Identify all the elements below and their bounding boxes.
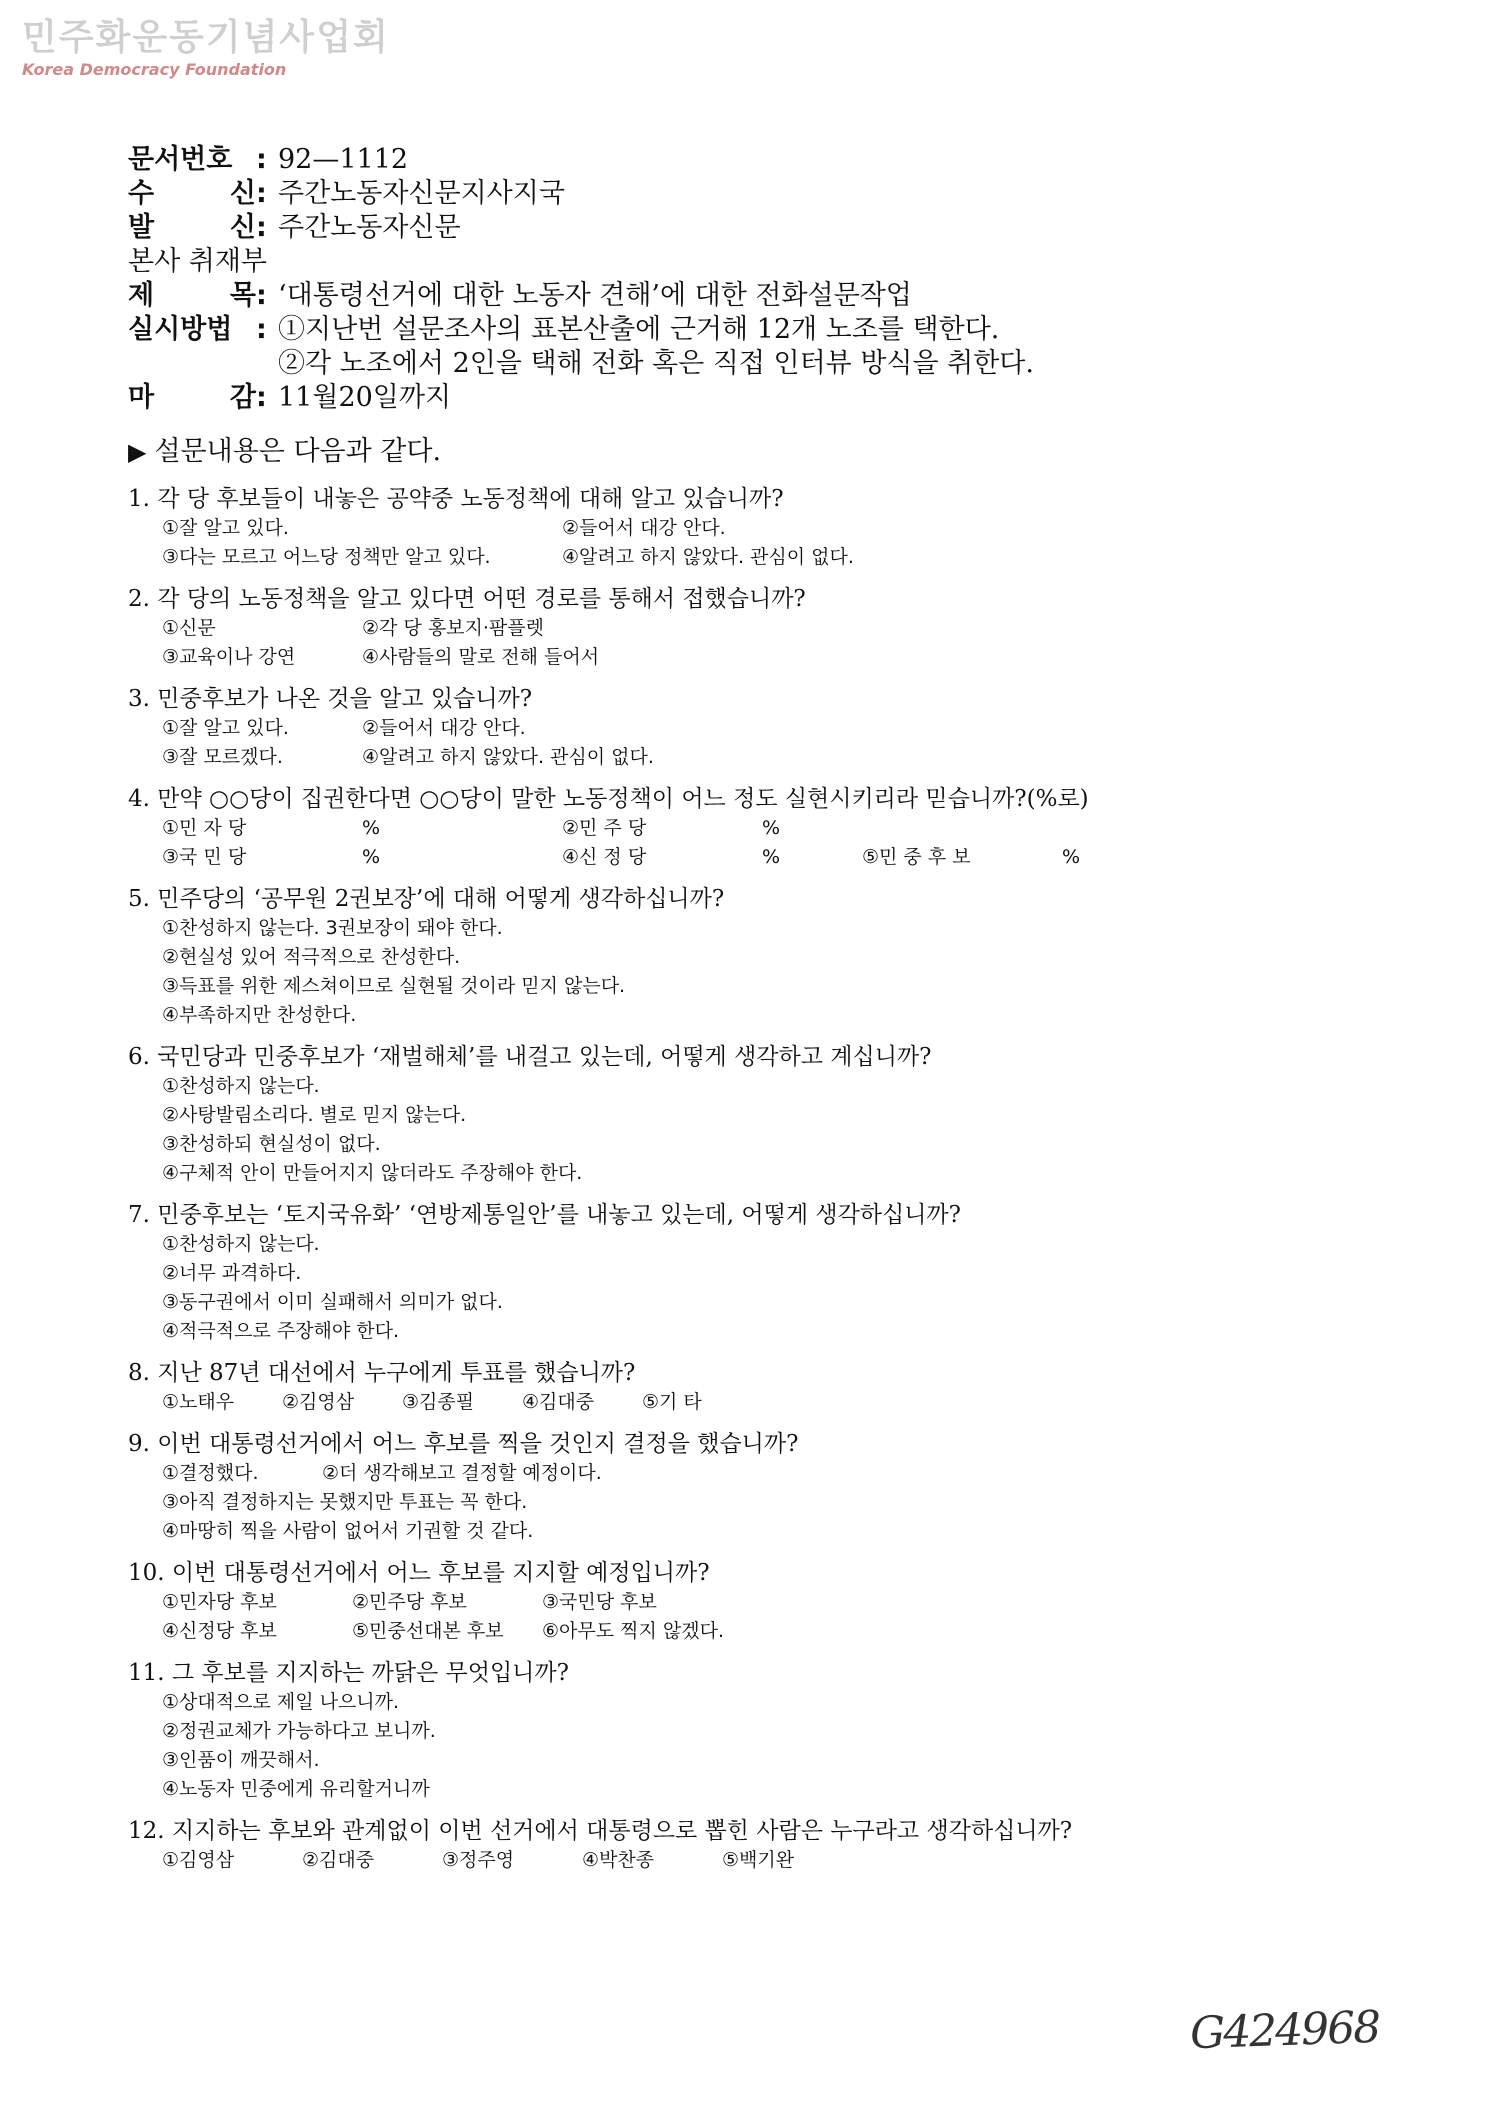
subject-row: 제 목 : ‘대통령선거에 대한 노동자 견해’에 대한 전화설문작업 <box>128 279 1368 313</box>
question-item <box>128 885 1378 1030</box>
answer-option: ③인품이 깨끗해서. <box>162 1749 320 1771</box>
answer-option: ②너무 과격하다. <box>162 1262 302 1284</box>
option-row <box>162 1775 1378 1804</box>
answer-option: ①잘 알고 있다. <box>162 517 289 539</box>
option-row <box>162 1130 1378 1159</box>
option-row <box>162 1488 1378 1517</box>
question-text: 7. 민중후보는 ‘토지국유화’ ‘연방제통일안’를 내놓고 있는데, 어떻게 생각하십니까? <box>128 1202 961 1228</box>
handwritten-signature: G424968 <box>1189 2001 1380 2060</box>
answer-option: ③아직 결정하지는 못했지만 투표는 꼭 한다. <box>162 1491 528 1513</box>
option-row <box>162 743 1378 772</box>
option-row <box>162 543 1378 572</box>
answer-options <box>128 1688 1378 1804</box>
recipient-label: 수 신 <box>128 178 256 209</box>
option-row <box>162 643 1378 672</box>
answer-option: ③국민당 후보 <box>542 1591 657 1613</box>
answer-option: ④신 정 당 <box>562 846 647 868</box>
answer-option: ②현실성 있어 적극적으로 찬성한다. <box>162 946 461 968</box>
answer-option: ②사탕발림소리다. 별로 믿지 않는다. <box>162 1104 467 1126</box>
option-row <box>162 943 1378 972</box>
answer-option: ①노태우 <box>162 1391 235 1413</box>
answer-option: % <box>762 846 781 868</box>
answer-option: ③김종필 <box>402 1391 475 1413</box>
doc-number: 92—1112 <box>278 144 409 175</box>
answer-options <box>128 1388 1378 1417</box>
answer-options <box>128 1459 1378 1546</box>
question-text: 5. 민주당의 ‘공무원 2권보장’에 대해 어떻게 생각하십니까? <box>128 886 725 912</box>
intro-text: 설문내용은 다음과 같다. <box>154 436 442 467</box>
option-row <box>162 1588 1378 1617</box>
answer-option: ④마땅히 찍을 사람이 없어서 기권할 것 같다. <box>162 1520 534 1542</box>
option-row <box>162 1159 1378 1188</box>
answer-option: ①민 자 당 <box>162 817 247 839</box>
option-row <box>162 972 1378 1001</box>
question-item <box>128 1659 1378 1804</box>
answer-option: ④사람들의 말로 전해 들어서 <box>362 646 600 668</box>
recipient: 주간노동자신문지사지국 <box>278 178 565 209</box>
deadline-row: 마 감 : 11월20일까지 <box>128 381 1368 415</box>
method-1: ①지난번 설문조사의 표본산출에 근거해 12개 노조를 택한다. <box>278 314 1000 345</box>
option-row <box>162 914 1378 943</box>
question-text: 11. 그 후보를 지지하는 까닭은 무엇입니까? <box>128 1660 569 1686</box>
answer-option: ③국 민 당 <box>162 846 247 868</box>
doc-number-row: 문서번호 : 92—1112 <box>128 143 1368 177</box>
question-list <box>128 485 1378 1888</box>
answer-option: ③정주영 <box>442 1849 515 1871</box>
option-row <box>162 1317 1378 1346</box>
logo-english: Korea Democracy Foundation <box>22 60 287 79</box>
option-row <box>162 814 1378 843</box>
method-label: 실시방법 <box>128 314 233 345</box>
answer-option: ④김대중 <box>522 1391 595 1413</box>
option-row <box>162 1688 1378 1717</box>
answer-option: % <box>362 817 381 839</box>
method-row: 실시방법 : ①지난번 설문조사의 표본산출에 근거해 12개 노조를 택한다. <box>128 313 1368 347</box>
question-text: 9. 이번 대통령선거에서 어느 후보를 찍을 것인지 결정을 했습니까? <box>128 1431 799 1457</box>
answer-option: ①신문 <box>162 617 216 639</box>
question-item <box>128 1430 1378 1546</box>
method-2: ②각 노조에서 2인을 택해 전화 혹은 직접 인터뷰 방식을 취한다. <box>278 348 1034 379</box>
answer-option: ②민주당 후보 <box>352 1591 467 1613</box>
answer-option: ②김대중 <box>302 1849 375 1871</box>
question-text: 10. 이번 대통령선거에서 어느 후보를 지지할 예정입니까? <box>128 1560 710 1586</box>
option-row <box>162 1846 1378 1875</box>
option-row <box>162 1746 1378 1775</box>
answer-option: ④알려고 하지 않았다. 관심이 없다. <box>562 546 854 568</box>
answer-options <box>128 1230 1378 1346</box>
answer-option: ③득표를 위한 제스쳐이므로 실현될 것이라 믿지 않는다. <box>162 975 626 997</box>
option-row <box>162 514 1378 543</box>
answer-option: ⑤백기완 <box>722 1849 795 1871</box>
question-text: 12. 지지하는 후보와 관계없이 이번 선거에서 대통령으로 뽑힌 사람은 누구라고 생각하십니까? <box>128 1818 1073 1844</box>
deadline: 11월20일까지 <box>278 382 452 413</box>
option-row <box>162 614 1378 643</box>
question-text: 8. 지난 87년 대선에서 누구에게 투표를 했습니까? <box>128 1360 636 1386</box>
question-item <box>128 1043 1378 1188</box>
answer-option: ①김영삼 <box>162 1849 235 1871</box>
question-text: 6. 국민당과 민중후보가 ‘재벌해체’를 내걸고 있는데, 어떻게 생각하고 계십니까? <box>128 1044 932 1070</box>
answer-option: ①민자당 후보 <box>162 1591 277 1613</box>
option-row <box>162 843 1378 872</box>
question-item <box>128 485 1378 572</box>
answer-option: ①찬성하지 않는다. 3권보장이 돼야 한다. <box>162 917 503 939</box>
answer-option: ⑤민 중 후 보 <box>862 846 971 868</box>
answer-option: ④박찬종 <box>582 1849 655 1871</box>
answer-options <box>128 1072 1378 1188</box>
answer-option: ②민 주 당 <box>562 817 647 839</box>
answer-option: ②들어서 대강 안다. <box>362 717 526 739</box>
answer-options <box>128 1588 1378 1646</box>
option-row <box>162 1517 1378 1546</box>
answer-option: % <box>762 817 781 839</box>
answer-option: ①찬성하지 않는다. <box>162 1075 320 1097</box>
answer-option: ⑥아무도 찍지 않겠다. <box>542 1620 724 1642</box>
answer-option: ④적극적으로 주장해야 한다. <box>162 1320 400 1342</box>
sender-row: 발 신 : 주간노동자신문 <box>128 211 1368 245</box>
arrow-right-icon: ▶ <box>128 438 147 466</box>
answer-option: ⑤기 타 <box>642 1391 702 1413</box>
doc-number-label: 문서번호 <box>128 144 233 175</box>
option-row <box>162 1230 1378 1259</box>
question-item <box>128 1559 1378 1646</box>
answer-options <box>128 714 1378 772</box>
answer-option: ②김영삼 <box>282 1391 355 1413</box>
logo-korean: 민주화운동기념사업회 <box>22 17 390 58</box>
answer-option: ⑤민중선대본 후보 <box>352 1620 504 1642</box>
question-item <box>128 1359 1378 1417</box>
question-item <box>128 785 1378 872</box>
option-row <box>162 1617 1378 1646</box>
answer-option: ①상대적으로 제일 나으니까. <box>162 1691 400 1713</box>
answer-option: ①잘 알고 있다. <box>162 717 289 739</box>
option-row <box>162 1072 1378 1101</box>
question-item <box>128 1201 1378 1346</box>
option-row <box>162 1001 1378 1030</box>
answer-option: % <box>362 846 381 868</box>
answer-option: ③동구권에서 이미 실패해서 의미가 없다. <box>162 1291 503 1313</box>
answer-options <box>128 814 1378 872</box>
option-row <box>162 1717 1378 1746</box>
question-text: 3. 민중후보가 나온 것을 알고 있습니까? <box>128 686 533 712</box>
answer-option: ④노동자 민중에게 유리할거니까 <box>162 1778 430 1800</box>
survey-intro <box>128 435 441 469</box>
question-text: 2. 각 당의 노동정책을 알고 있다면 어떤 경로를 통해서 접했습니까? <box>128 586 806 612</box>
answer-options <box>128 914 1378 1030</box>
question-item <box>128 1817 1378 1875</box>
answer-option: ①찬성하지 않는다. <box>162 1233 320 1255</box>
answer-option: ②각 당 홍보지·팜플렛 <box>362 617 544 639</box>
sender-label: 발 신 <box>128 212 256 243</box>
answer-option: ③찬성하되 현실성이 없다. <box>162 1133 381 1155</box>
answer-option: ④부족하지만 찬성한다. <box>162 1004 357 1026</box>
answer-option: % <box>1062 846 1081 868</box>
deadline-label: 마 감 <box>128 382 256 413</box>
option-row <box>162 1101 1378 1130</box>
answer-option: ④구체적 안이 만들어지지 않더라도 주장해야 한다. <box>162 1162 583 1184</box>
answer-options <box>128 514 1378 572</box>
answer-option: ②더 생각해보고 결정할 예정이다. <box>322 1462 602 1484</box>
option-row <box>162 1288 1378 1317</box>
question-item <box>128 585 1378 672</box>
answer-option: ①결정했다. <box>162 1462 259 1484</box>
option-row <box>162 1388 1378 1417</box>
answer-options <box>128 1846 1378 1875</box>
answer-option: ②들어서 대강 안다. <box>562 517 726 539</box>
sender-department: 본사 취재부 <box>128 246 267 277</box>
option-row <box>162 1259 1378 1288</box>
question-text: 1. 각 당 후보들이 내놓은 공약중 노동정책에 대해 알고 있습니까? <box>128 486 784 512</box>
answer-options <box>128 614 1378 672</box>
option-row <box>162 1459 1378 1488</box>
answer-option: ③다는 모르고 어느당 정책만 알고 있다. <box>162 546 491 568</box>
answer-option: ③잘 모르겠다. <box>162 746 283 768</box>
sender: 주간노동자신문 <box>278 212 461 243</box>
sender-line2-row <box>128 245 1368 279</box>
question-item <box>128 685 1378 772</box>
answer-option: ④신정당 후보 <box>162 1620 277 1642</box>
answer-option: ②정권교체가 가능하다고 보니까. <box>162 1720 436 1742</box>
subject: ‘대통령선거에 대한 노동자 견해’에 대한 전화설문작업 <box>278 280 912 311</box>
document-header <box>128 143 1368 415</box>
foundation-logo <box>22 18 390 80</box>
question-text: 4. 만약 ○○당이 집권한다면 ○○당이 말한 노동정책이 어느 정도 실현시키리라 믿습니까?(%로) <box>128 786 1089 812</box>
subject-label: 제 목 <box>128 280 256 311</box>
answer-option: ④알려고 하지 않았다. 관심이 없다. <box>362 746 654 768</box>
recipient-row: 수 신 : 주간노동자신문지사지국 <box>128 177 1368 211</box>
option-row <box>162 714 1378 743</box>
answer-option: ③교육이나 강연 <box>162 646 296 668</box>
